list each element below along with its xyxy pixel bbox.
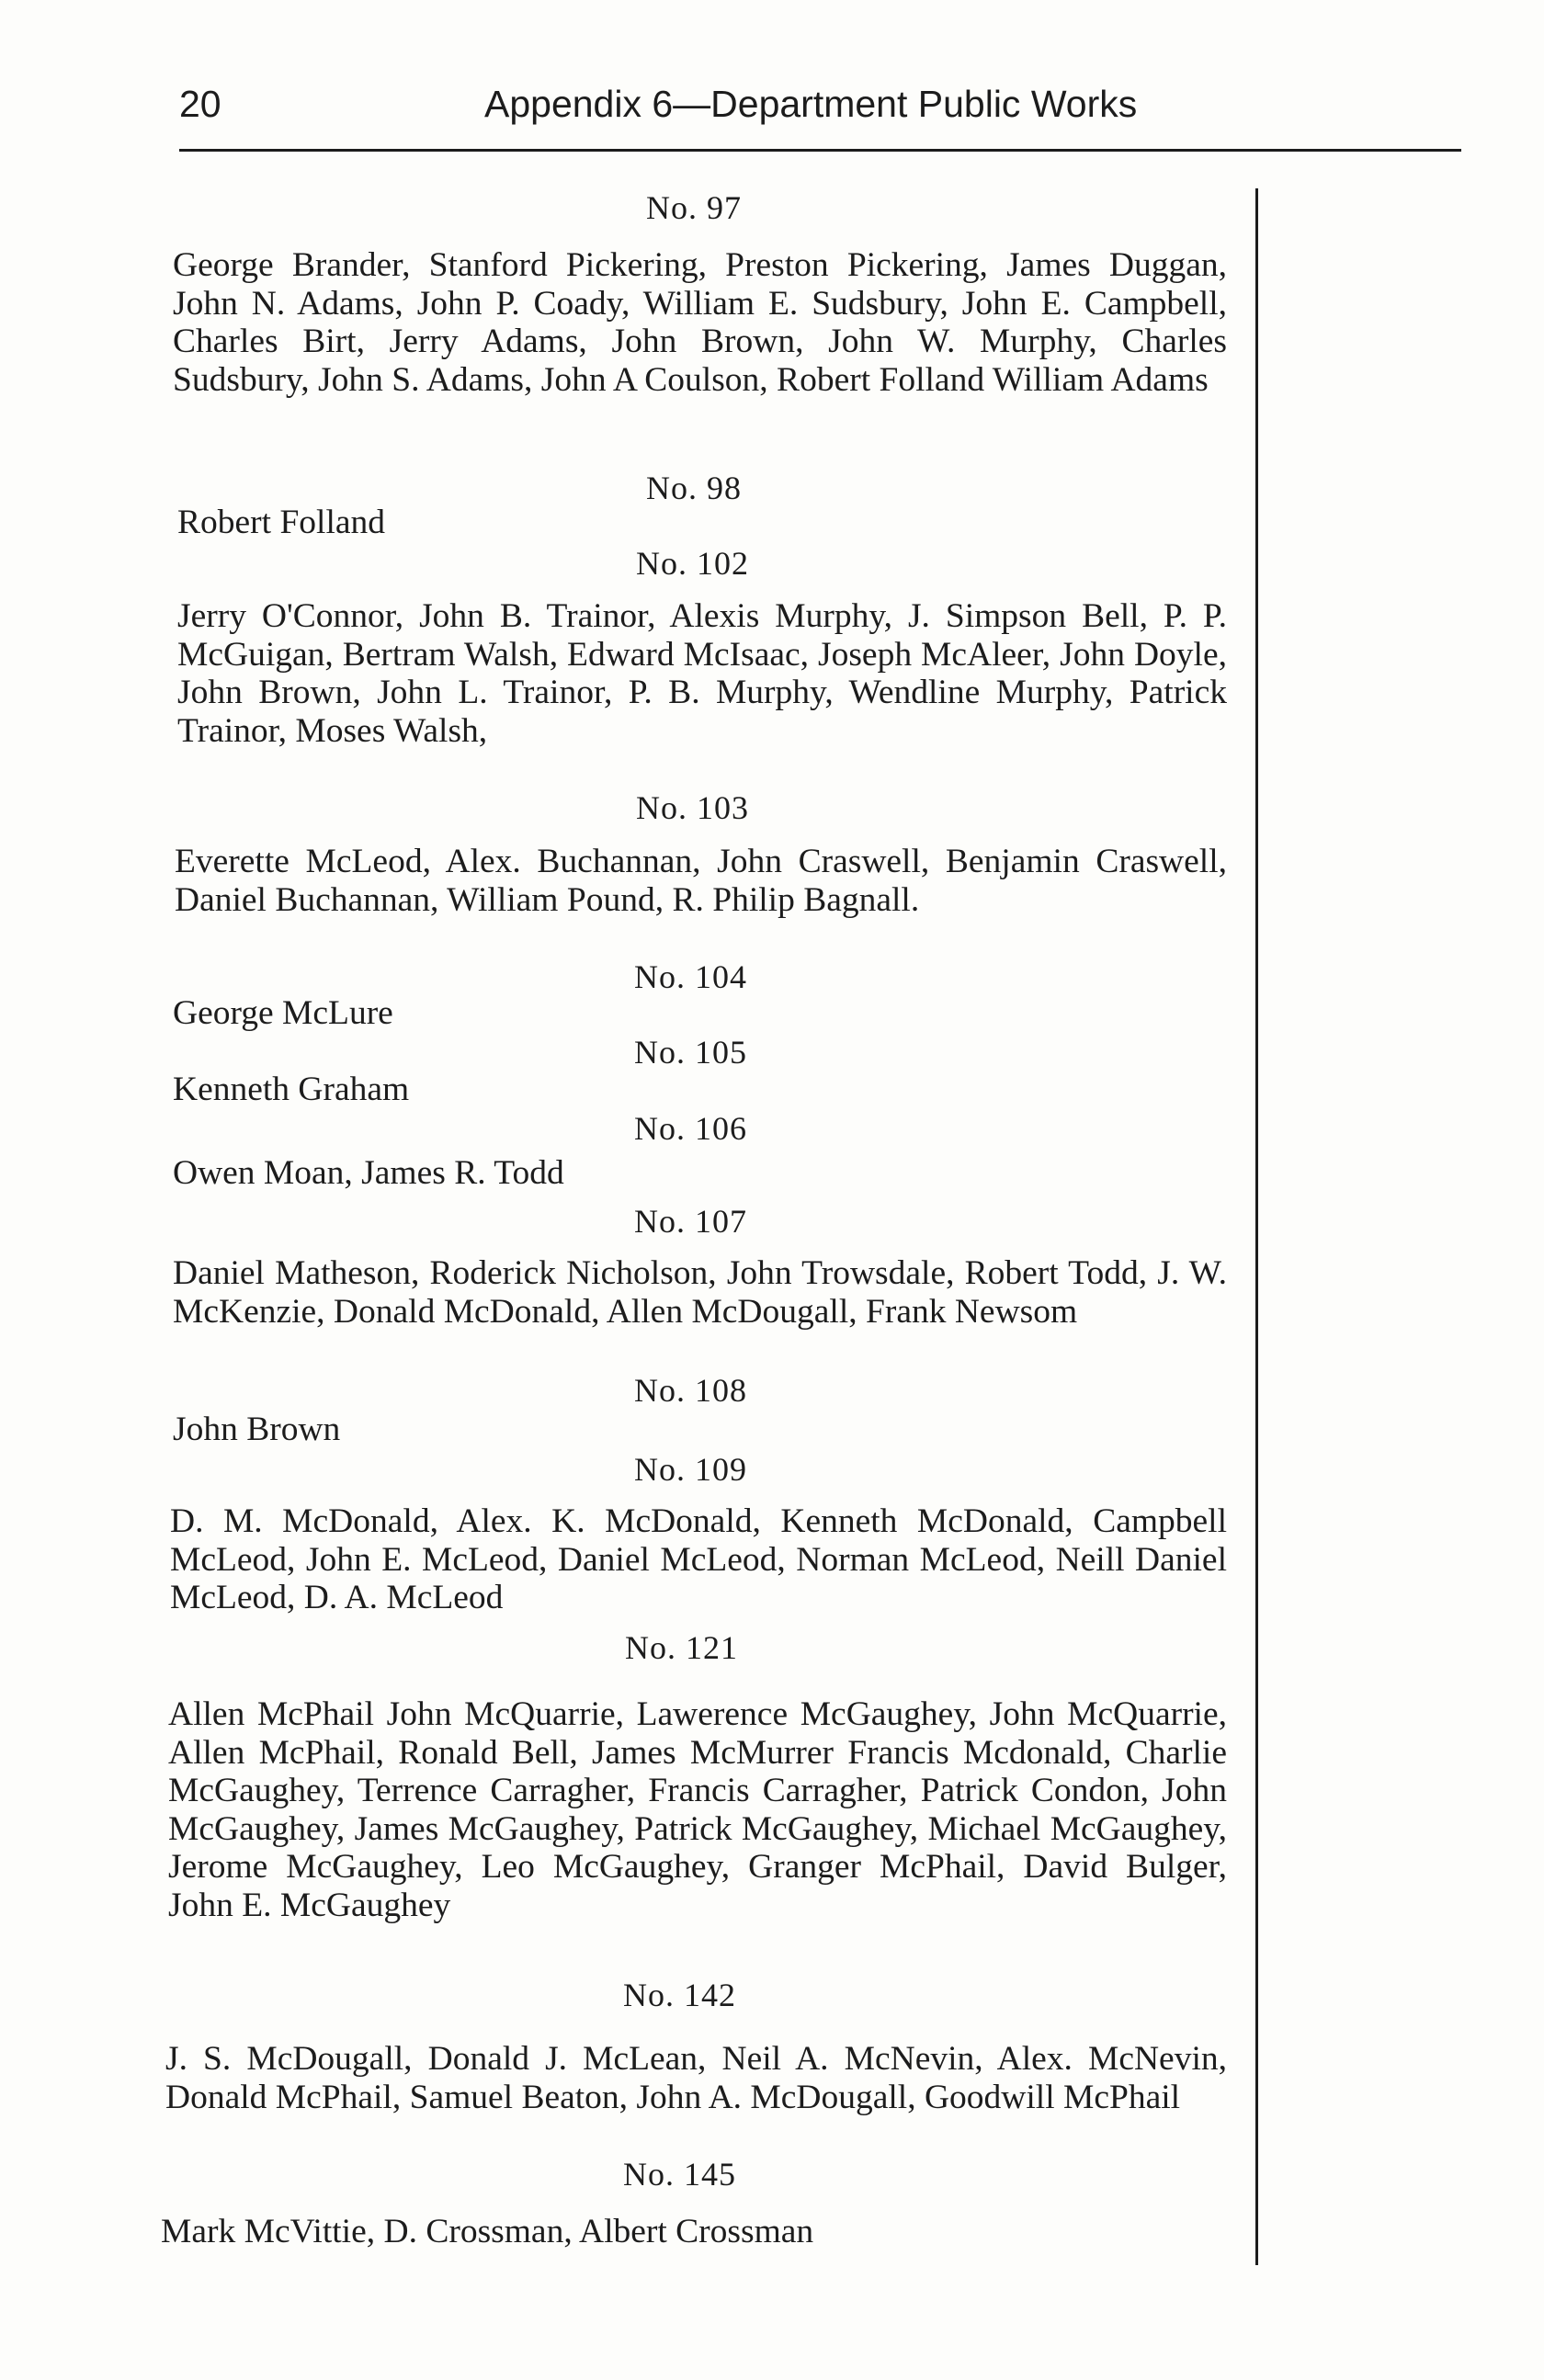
entry-names: Mark McVittie, D. Crossman, Albert Crossman (161, 2213, 814, 2250)
entry-names: Kenneth Graham (173, 1071, 410, 1108)
entry-names: Everette McLeod, Alex. Buchannan, John Craswell, Benjamin Craswell, Daniel Buchannan, William Pound, R. Philip Bagnall. (175, 843, 1227, 919)
entry-number: No. 109 (634, 1451, 747, 1488)
entry-number: No. 98 (646, 470, 742, 506)
entry-names: John Brown (173, 1411, 341, 1448)
entry-number: No. 105 (634, 1034, 747, 1071)
amount-column-rule (1255, 188, 1258, 2265)
page-header (179, 74, 1452, 147)
entry-number: No. 107 (634, 1203, 747, 1240)
entry-names: George Brander, Stanford Pickering, Preston Pickering, James Duggan, John N. Adams, John P. Coady, William E. Sudsbury, John E. Campbell, Charles Birt, Jerry Adams, John Brown, John W. Murphy, Charles Sudsbury, John S. Adams, John A Coulson, Robert Folland William Adams (173, 246, 1227, 399)
entry-names: Robert Folland (177, 504, 386, 541)
entry-names: D. M. McDonald, Alex. K. McDonald, Kenneth McDonald, Campbell McLeod, John E. McLeod, Daniel McLeod, Norman McLeod, Neill Daniel McLeod, D. A. McLeod (170, 1502, 1227, 1616)
entry-names: J. S. McDougall, Donald J. McLean, Neil A. McNevin, Alex. McNevin, Donald McPhail, Samuel Beaton, John A. McDougall, Goodwill McPhail (165, 2040, 1227, 2116)
entry-names: George McLure (173, 994, 393, 1032)
entry-number: No. 106 (634, 1110, 747, 1147)
entry-number: No. 121 (625, 1629, 738, 1666)
header-rule (179, 149, 1461, 152)
entry-names: Daniel Matheson, Roderick Nicholson, John Trowsdale, Robert Todd, J. W. McKenzie, Donald McDonald, Allen McDougall, Frank Newsom (173, 1254, 1227, 1331)
entry-names: Owen Moan, James R. Todd (173, 1154, 564, 1192)
entry-names: Jerry O'Connor, John B. Trainor, Alexis Murphy, J. Simpson Bell, P. P. McGuigan, Bertram Walsh, Edward McIsaac, Joseph McAleer, John Doyle, John Brown, John L. Trainor, P. B. Murphy, Wendline Murphy, Patrick Trainor, Moses Walsh, (177, 597, 1227, 750)
running-title: Appendix 6—Department Public Works (484, 83, 1138, 125)
entry-names: Allen McPhail John McQuarrie, Lawerence McGaughey, John McQuarrie, Allen McPhail, Ronald Bell, James McMurrer Francis Mcdonald, Charlie McGaughey, Terrence Carragher, Francis Carragher, Patrick Condon, John McGaughey, James McGaughey, Patrick McGaughey, Michael McGaughey, Jerome McGaughey, Leo McGaughey, Granger McPhail, David Bulger, John E. McGaughey (168, 1695, 1227, 1924)
entry-number: No. 142 (623, 1977, 736, 2013)
entry-number: No. 108 (634, 1372, 747, 1409)
entry-number: No. 145 (623, 2156, 736, 2193)
page-number: 20 (179, 83, 221, 125)
entry-number: No. 104 (634, 958, 747, 995)
entry-number: No. 103 (636, 789, 749, 826)
entry-number: No. 97 (646, 189, 742, 226)
entry-number: No. 102 (636, 545, 749, 582)
